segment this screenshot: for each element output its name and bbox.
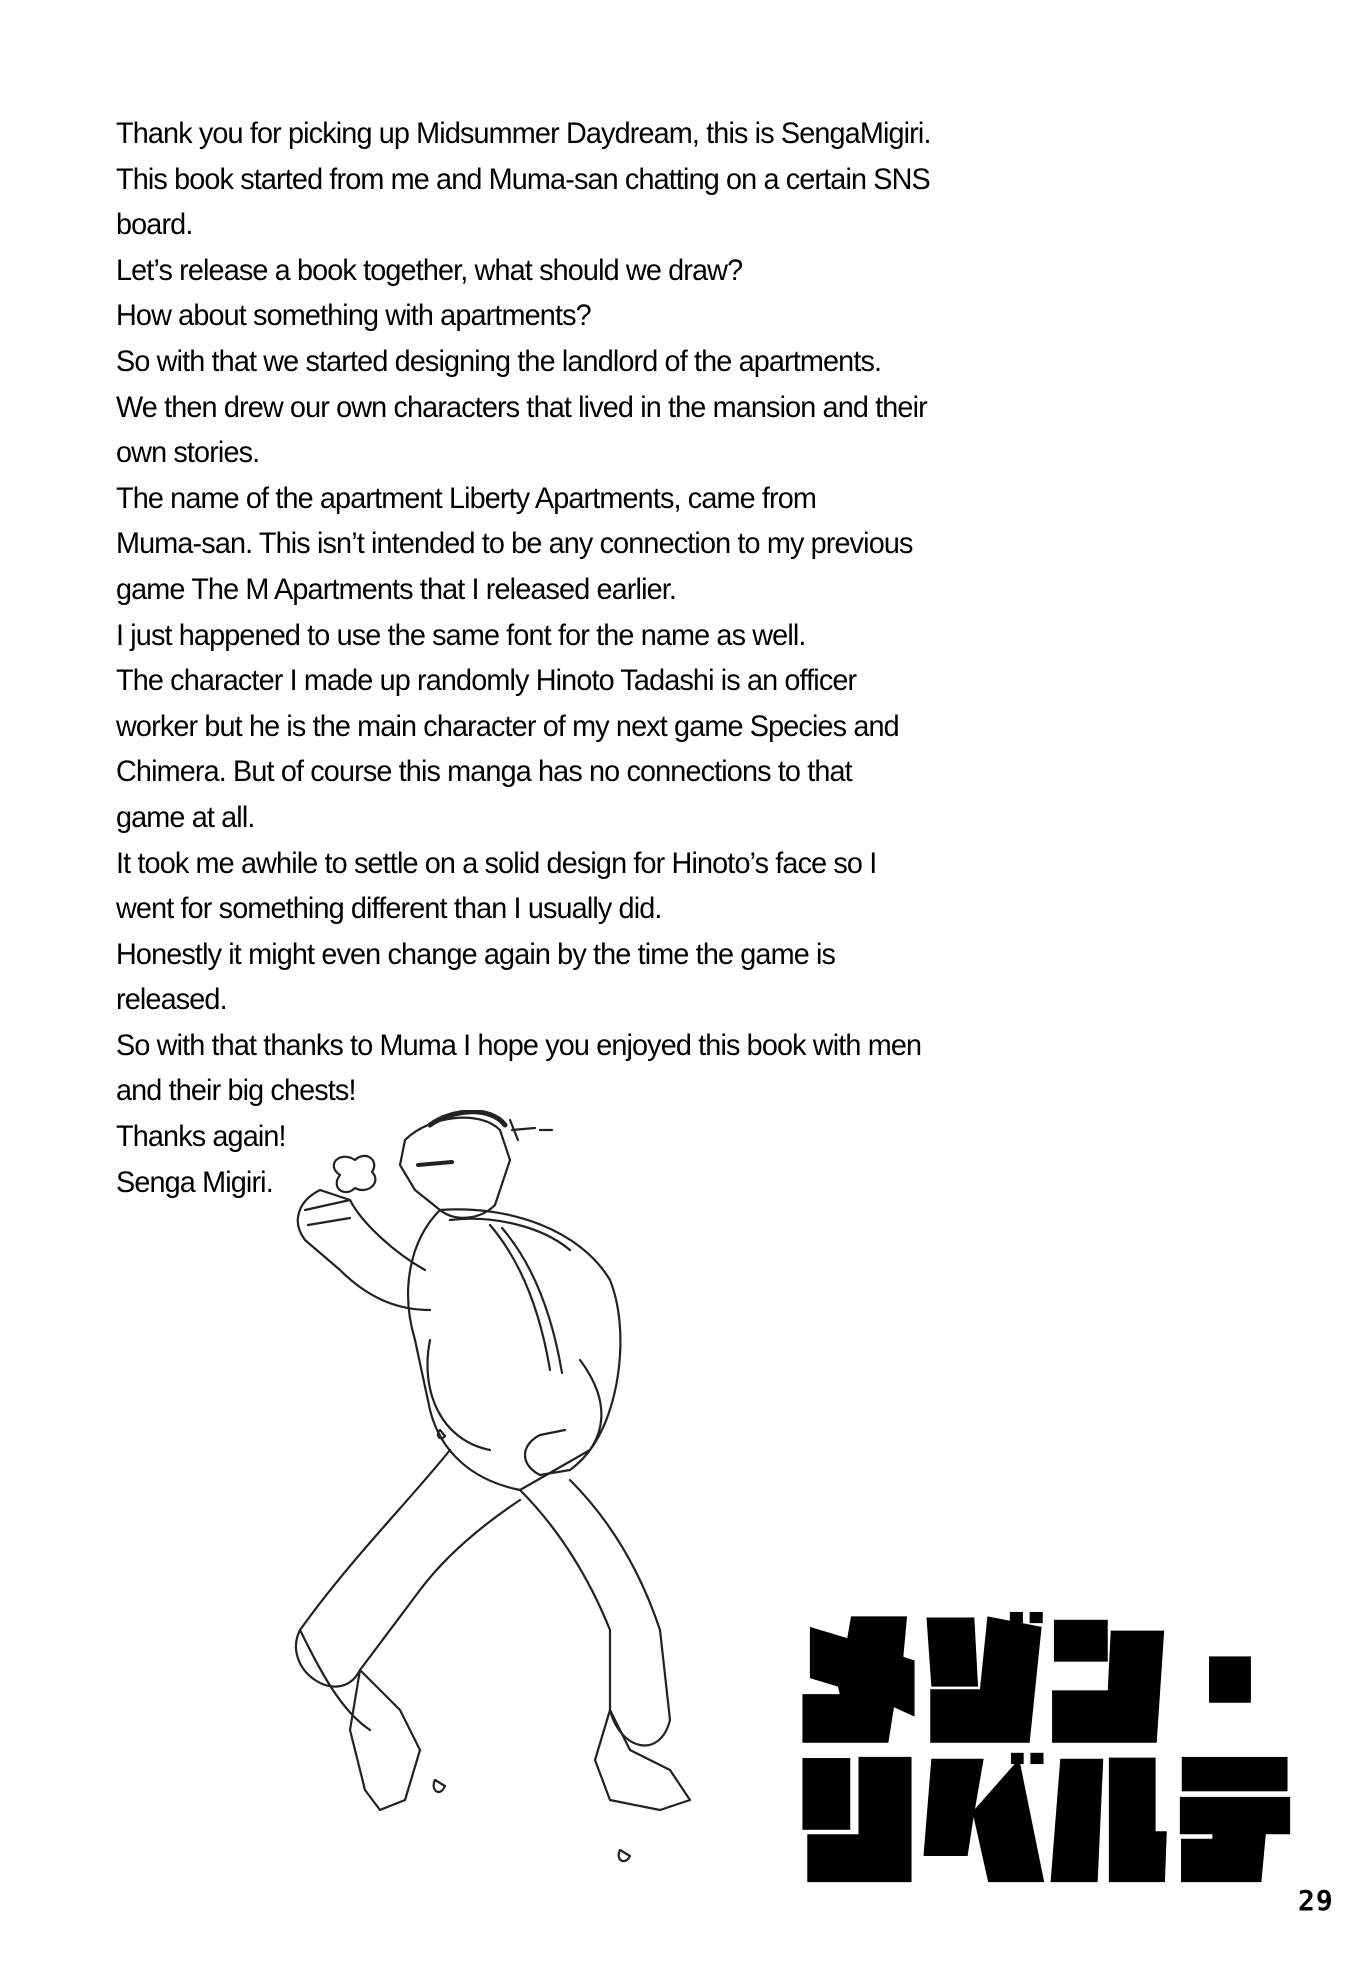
text-line: and their big chests! xyxy=(116,1074,356,1108)
text-line: Muma-san. This isn’t intended to be any connection to my previous xyxy=(116,527,913,561)
text-line: went for something different than I usually did. xyxy=(116,892,662,926)
page-number: 29 xyxy=(1298,1884,1334,1917)
text-line: This book started from me and Muma-san chatting on a certain SNS xyxy=(116,162,930,196)
text-line: own stories. xyxy=(116,436,260,470)
text-line: worker but he is the main character of my next game Species and xyxy=(116,709,899,743)
running-man-illustration xyxy=(190,1110,790,1926)
text-line: Thanks again! xyxy=(116,1120,286,1154)
text-line: So with that we started designing the landlord of the apartments. xyxy=(116,344,882,378)
text-line: We then drew our own characters that lived in the mansion and their xyxy=(116,390,927,424)
text-line: How about something with apartments? xyxy=(116,299,591,333)
afterword-text xyxy=(116,111,1076,1205)
text-line: game The M Apartments that I released earlier. xyxy=(116,572,677,606)
text-line: Let’s release a book together, what should we draw? xyxy=(116,253,743,287)
text-line: The character I made up randomly Hinoto Tadashi is an officer xyxy=(116,664,857,698)
text-line: Thank you for picking up Midsummer Daydream, this is SengaMigiri. xyxy=(116,117,931,150)
text-line: The name of the apartment Liberty Apartments, came from xyxy=(116,481,817,515)
text-line: So with that thanks to Muma I hope you enjoyed this book with men xyxy=(116,1028,922,1062)
text-line: It took me awhile to settle on a solid design for Hinoto’s face so I xyxy=(116,846,877,880)
text-line: game at all. xyxy=(116,800,255,834)
text-line: Chimera. But of course this manga has no connections to that xyxy=(116,755,852,789)
text-line: I just happened to use the same font for the name as well. xyxy=(116,618,806,652)
text-line: released. xyxy=(116,983,227,1017)
text-line: board. xyxy=(116,208,193,242)
maison-liberte-logo xyxy=(780,1580,1363,1969)
text-line: Senga Migiri. xyxy=(116,1165,273,1199)
text-line: Honestly it might even change again by the time the game is xyxy=(116,937,836,971)
